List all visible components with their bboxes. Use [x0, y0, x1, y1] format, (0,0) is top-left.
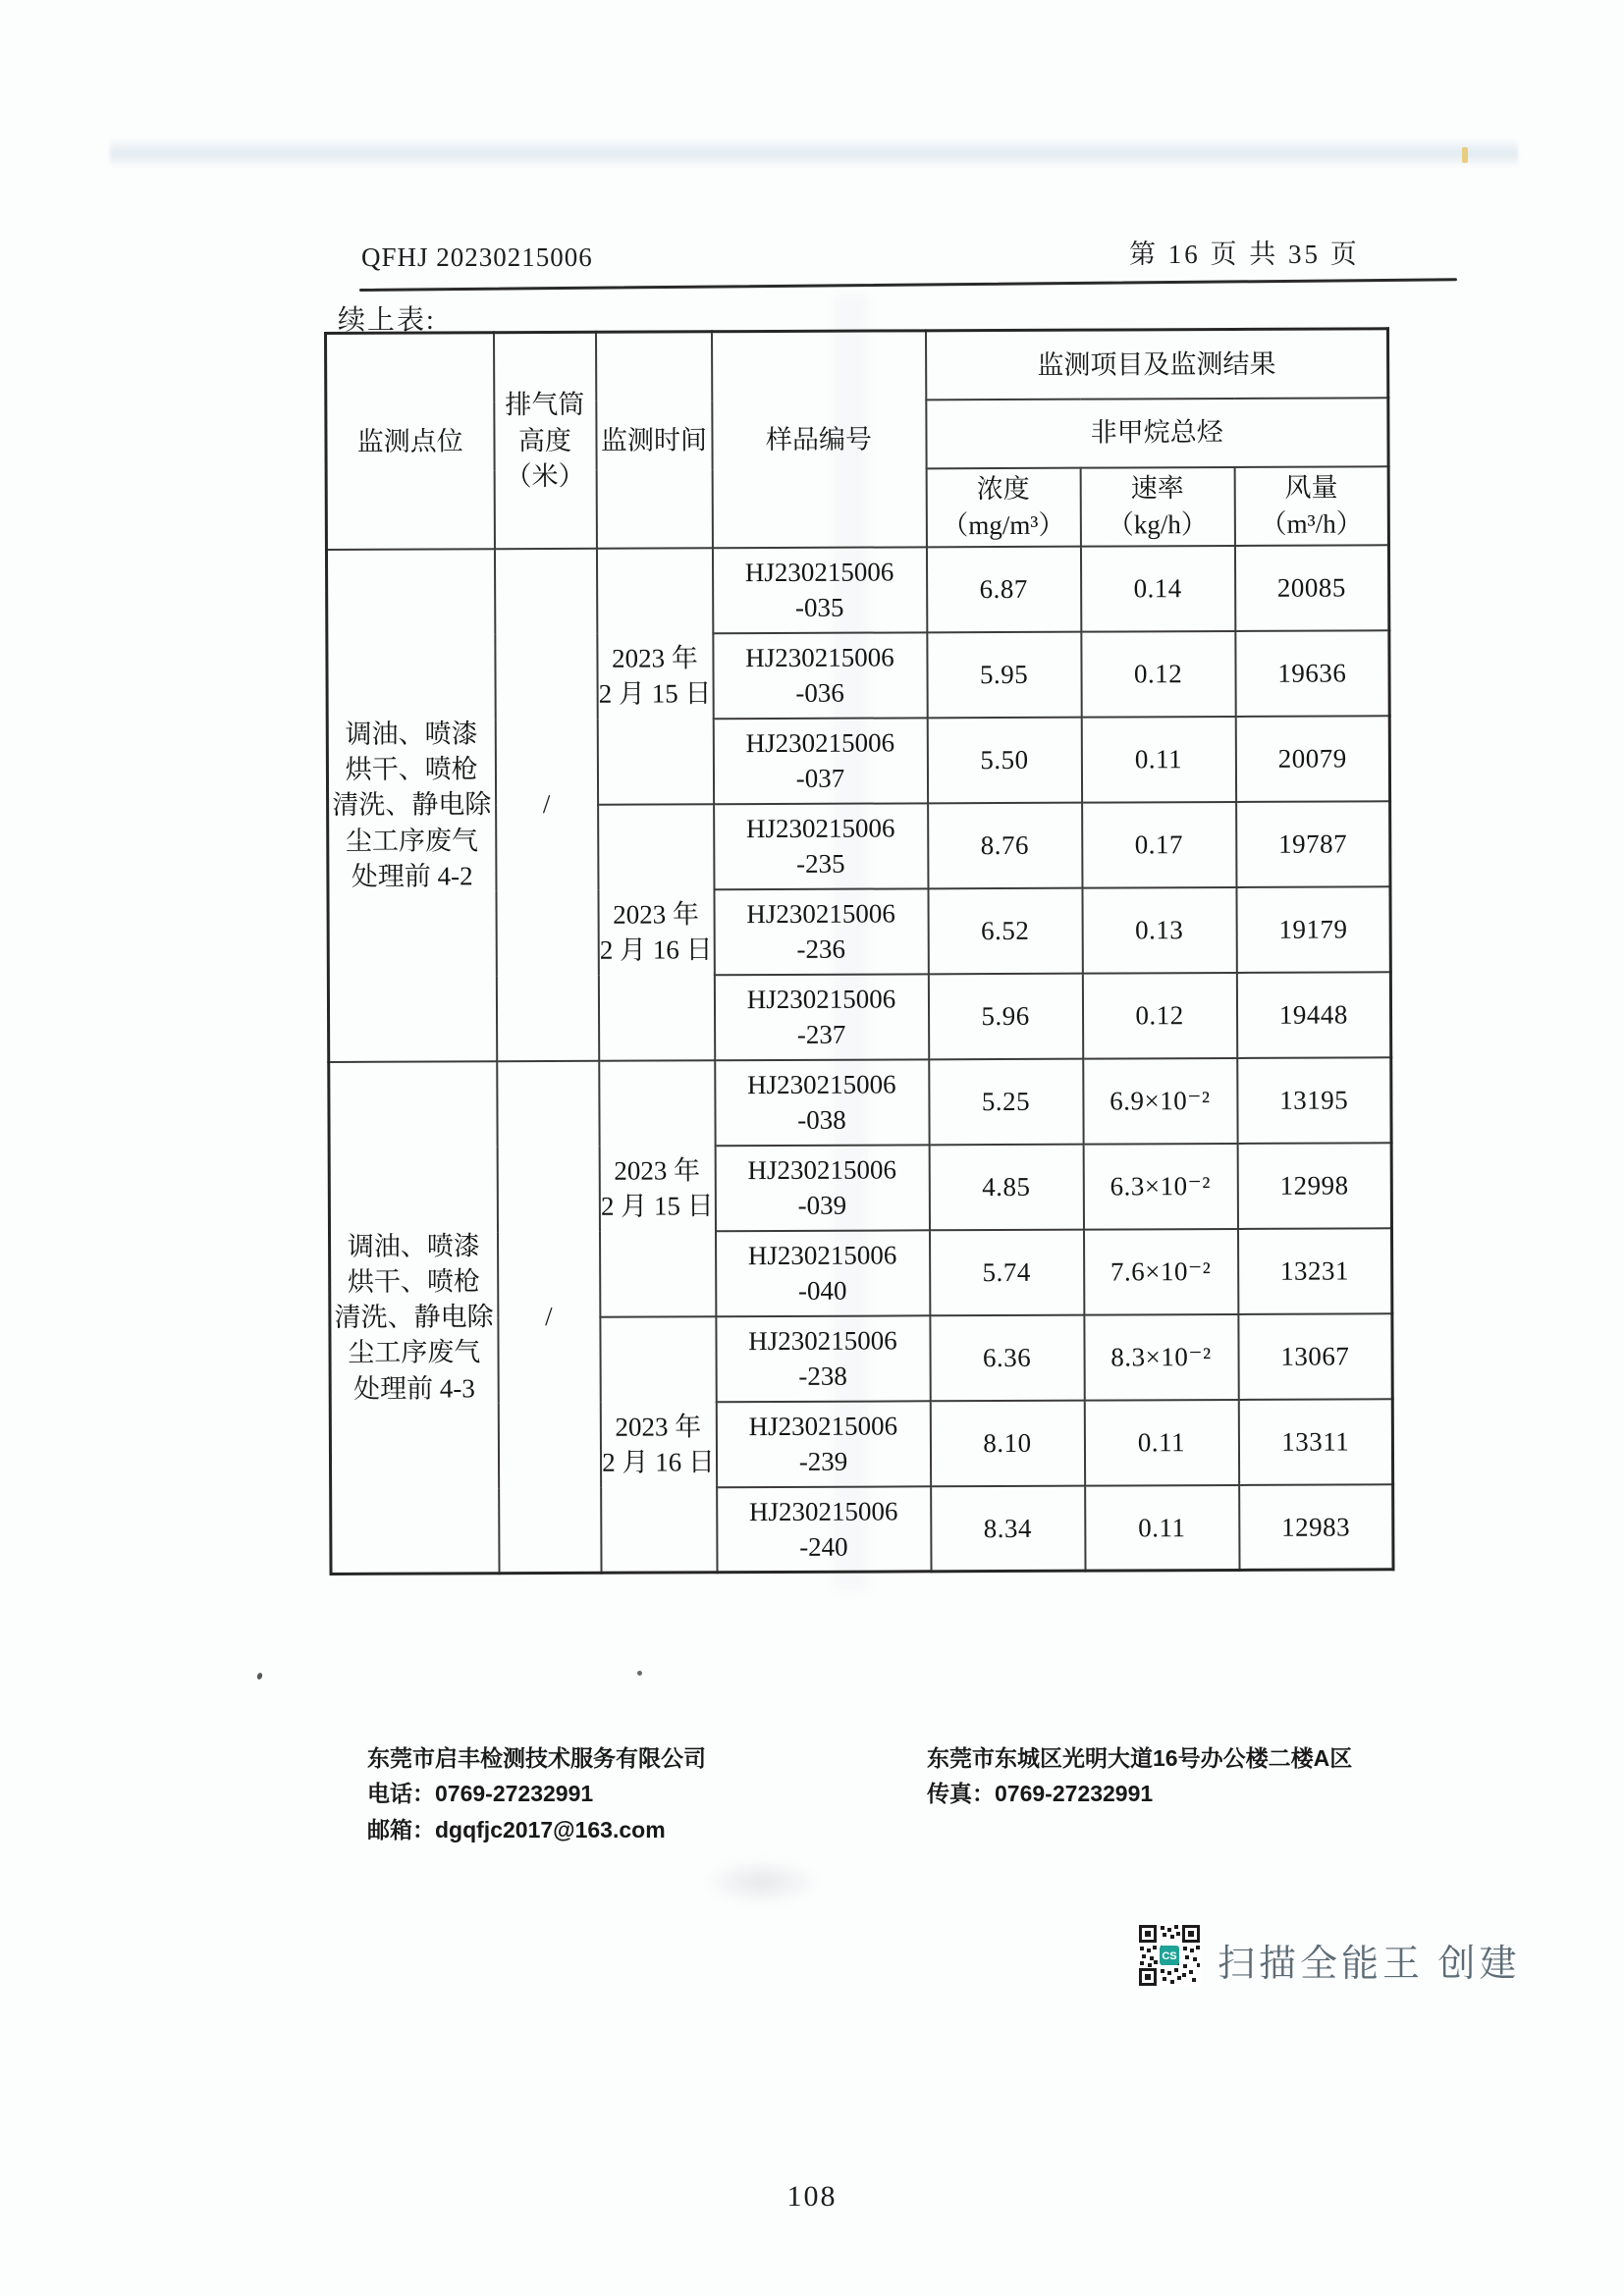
sample-prefix: HJ230215006: [745, 642, 894, 672]
concentration-cell: 6.52: [928, 887, 1082, 974]
flow-cell: 19636: [1235, 630, 1389, 717]
header-result-group: 监测项目及监测结果: [926, 329, 1388, 400]
flow-cell: 19787: [1236, 801, 1390, 887]
rate-cell: 0.12: [1081, 630, 1235, 717]
header-concentration: 浓度 （mg/m³）: [926, 467, 1080, 547]
footer-company-block: [367, 1740, 706, 1847]
sample-prefix: HJ230215006: [748, 1496, 898, 1526]
rate-cell: 0.11: [1085, 1484, 1239, 1571]
concentration-cell: 5.95: [927, 631, 1081, 718]
flow-cell: 13067: [1238, 1313, 1392, 1400]
sample-id-cell: [717, 1486, 931, 1573]
header-monitoring-time: 监测时间: [596, 332, 713, 549]
qr-center-label: CS: [1162, 1950, 1177, 1962]
concentration-cell: 8.10: [930, 1400, 1084, 1486]
flow-cell: 13195: [1237, 1057, 1391, 1144]
sample-suffix: -036: [795, 677, 844, 708]
sample-suffix: -039: [797, 1190, 847, 1220]
sample-prefix: HJ230215006: [748, 1325, 897, 1356]
header-sample-id: 样品编号: [712, 331, 927, 548]
sample-id-cell: [713, 632, 927, 719]
company-phone: 电话：0769-27232991: [367, 1781, 594, 1807]
company-address: 东莞市东城区光明大道16号办公楼二楼A区: [927, 1745, 1353, 1771]
stack-height-cell: /: [494, 548, 598, 1060]
flow-cell: 20085: [1234, 545, 1388, 631]
continuation-note: 续上表:: [338, 305, 436, 336]
sample-id-cell: [715, 1230, 929, 1316]
flow-cell: 12983: [1239, 1484, 1393, 1571]
table-row: [329, 1057, 1391, 1148]
date-cell: 2023 年 2 月 15 日: [599, 1060, 716, 1317]
sample-id-cell: [715, 1059, 929, 1146]
sample-prefix: HJ230215006: [744, 557, 894, 587]
sample-suffix: -037: [795, 763, 845, 793]
scan-smudge: [703, 1858, 821, 1905]
camscanner-watermark: 扫描全能王 创建: [1218, 1944, 1521, 1985]
header-monitoring-point: 监测点位: [326, 333, 495, 550]
sample-suffix: -240: [799, 1531, 848, 1562]
sample-suffix: -235: [796, 848, 845, 879]
scan-artifact-band: [110, 139, 1518, 166]
sample-id-cell: [715, 1145, 929, 1231]
sample-prefix: HJ230215006: [746, 984, 896, 1014]
qr-code-icon: [1138, 1924, 1201, 1987]
monitoring-results-table: [324, 327, 1395, 1575]
sample-prefix: HJ230215006: [747, 1240, 897, 1270]
rate-cell: 0.12: [1082, 972, 1236, 1058]
sample-suffix: -040: [797, 1275, 847, 1306]
flow-cell: 19179: [1236, 886, 1390, 973]
table-row: [326, 545, 1388, 635]
concentration-cell: 8.34: [931, 1485, 1085, 1572]
sample-id-cell: [716, 1401, 930, 1487]
document-number: QFHJ 20230215006: [361, 242, 593, 272]
header-flow: 风量 （m³/h）: [1234, 466, 1388, 546]
rate-cell: 0.11: [1081, 716, 1235, 802]
flow-cell: 13231: [1237, 1228, 1391, 1314]
rate-cell: 0.14: [1080, 545, 1234, 631]
sample-prefix: HJ230215006: [747, 1154, 897, 1185]
flow-cell: 13311: [1238, 1399, 1392, 1485]
scan-artifact-mark: [1462, 147, 1468, 163]
header-rule: [359, 278, 1457, 292]
scan-speckle: [256, 1672, 263, 1680]
rate-cell: 7.6×10⁻²: [1083, 1228, 1237, 1314]
table-header-row: [326, 329, 1388, 402]
sample-suffix: -237: [796, 1019, 846, 1049]
company-fax: 传真：0769-27232991: [927, 1781, 1154, 1807]
sample-id-cell: [712, 547, 926, 633]
sample-prefix: HJ230215006: [745, 727, 895, 758]
concentration-cell: 5.50: [927, 717, 1081, 803]
date-cell: 2023 年 2 月 16 日: [600, 1316, 717, 1574]
rate-cell: 0.11: [1084, 1399, 1238, 1485]
sample-id-cell: [714, 803, 928, 889]
sample-prefix: HJ230215006: [747, 1069, 896, 1099]
header-rate: 速率 （kg/h）: [1080, 466, 1234, 546]
sample-prefix: HJ230215006: [748, 1411, 898, 1441]
monitoring-point-cell: 调油、喷漆 烘干、喷枪 清洗、静电除 尘工序废气 处理前 4-2: [326, 549, 496, 1062]
concentration-cell: 6.36: [930, 1314, 1084, 1401]
rate-cell: 0.17: [1082, 801, 1236, 887]
header-stack-height: 排气筒 高度 （米）: [494, 332, 597, 548]
date-cell: 2023 年 2 月 16 日: [598, 804, 715, 1061]
concentration-cell: 8.76: [928, 802, 1082, 888]
sample-suffix: -238: [798, 1361, 847, 1391]
sample-id-cell: [714, 888, 928, 975]
company-name: 东莞市启丰检测技术服务有限公司: [367, 1745, 706, 1771]
page-number: 108: [786, 2180, 838, 2213]
flow-cell: 19448: [1236, 972, 1390, 1058]
concentration-cell: 5.25: [929, 1058, 1083, 1145]
date-cell: 2023 年 2 月 15 日: [596, 548, 713, 805]
sample-id-cell: [713, 718, 927, 804]
company-email: 邮箱：dgqfjc2017@163.com: [367, 1816, 666, 1842]
page-indicator: 第 16 页 共 35 页: [1129, 240, 1360, 269]
sample-suffix: -038: [797, 1104, 846, 1135]
sample-prefix: HJ230215006: [746, 898, 895, 929]
monitoring-point-cell: 调油、喷漆 烘干、喷枪 清洗、静电除 尘工序废气 处理前 4-3: [329, 1061, 499, 1575]
concentration-cell: 4.85: [929, 1144, 1083, 1230]
concentration-cell: 5.96: [928, 973, 1082, 1059]
sample-prefix: HJ230215006: [745, 813, 895, 843]
sample-id-cell: [714, 974, 928, 1060]
rate-cell: 8.3×10⁻²: [1084, 1313, 1238, 1400]
concentration-cell: 5.74: [929, 1229, 1083, 1315]
rate-cell: 6.9×10⁻²: [1083, 1057, 1237, 1144]
rate-cell: 0.13: [1082, 886, 1236, 973]
flow-cell: 20079: [1235, 716, 1389, 802]
header-parameter: 非甲烷总烃: [926, 398, 1388, 468]
sample-id-cell: [716, 1315, 930, 1402]
rate-cell: 6.3×10⁻²: [1083, 1143, 1237, 1229]
sample-suffix: -239: [798, 1446, 848, 1476]
footer-address-block: [927, 1740, 1352, 1812]
stack-height-cell: /: [497, 1060, 601, 1573]
flow-cell: 12998: [1237, 1143, 1391, 1229]
sample-suffix: -236: [796, 934, 846, 964]
scan-speckle: [637, 1671, 642, 1676]
sample-suffix: -035: [794, 592, 844, 622]
concentration-cell: 6.87: [926, 546, 1080, 632]
